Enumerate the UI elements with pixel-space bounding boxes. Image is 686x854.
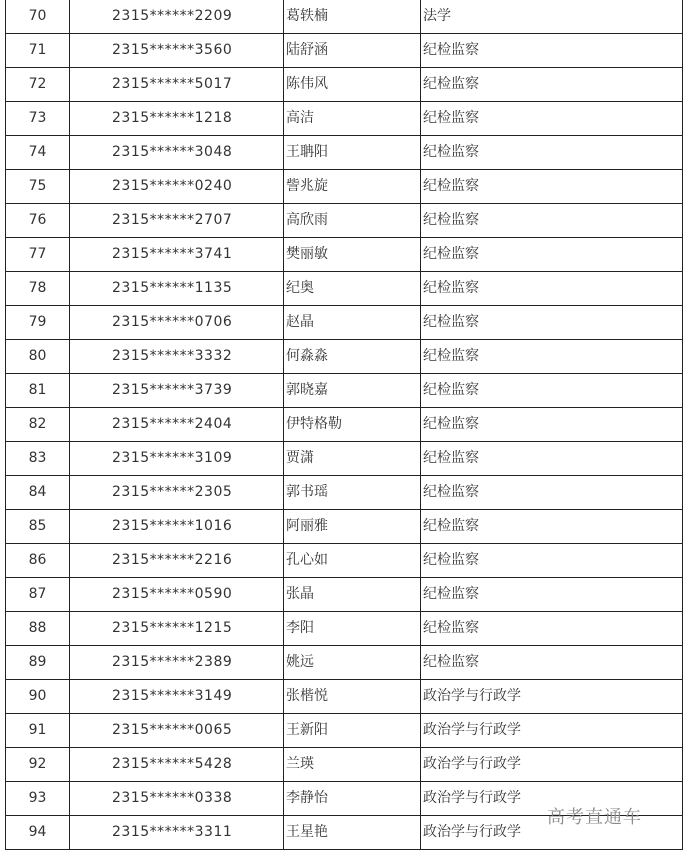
- row-number-cell: 78: [6, 272, 70, 306]
- row-number-cell: 79: [6, 306, 70, 340]
- table-row: [6, 68, 683, 102]
- table-row: [6, 646, 683, 680]
- major-cell: 纪检监察: [421, 476, 683, 510]
- exam-id-cell: 2315******0065: [70, 714, 284, 748]
- table-row: [6, 340, 683, 374]
- student-name-cell: 赵晶: [284, 306, 421, 340]
- table-row: [6, 238, 683, 272]
- table-row: [6, 0, 683, 34]
- student-name-cell: 陈伟风: [284, 68, 421, 102]
- row-number-cell: 92: [6, 748, 70, 782]
- major-cell: 纪检监察: [421, 170, 683, 204]
- row-number-cell: 89: [6, 646, 70, 680]
- exam-id-cell: 2315******1135: [70, 272, 284, 306]
- row-number-cell: 83: [6, 442, 70, 476]
- table-row: [6, 442, 683, 476]
- student-name-cell: 葛轶楠: [284, 0, 421, 34]
- exam-id-cell: 2315******3311: [70, 816, 284, 850]
- row-number-cell: 80: [6, 340, 70, 374]
- major-cell: 纪检监察: [421, 136, 683, 170]
- exam-id-cell: 2315******1215: [70, 612, 284, 646]
- major-cell: 纪检监察: [421, 646, 683, 680]
- student-name-cell: 伊特格勒: [284, 408, 421, 442]
- major-cell: 纪检监察: [421, 544, 683, 578]
- exam-id-cell: 2315******2389: [70, 646, 284, 680]
- student-name-cell: 高洁: [284, 102, 421, 136]
- exam-id-cell: 2315******3109: [70, 442, 284, 476]
- exam-id-cell: 2315******1016: [70, 510, 284, 544]
- row-number-cell: 91: [6, 714, 70, 748]
- table-row: [6, 136, 683, 170]
- major-cell: 政治学与行政学: [421, 748, 683, 782]
- student-name-cell: 訾兆旋: [284, 170, 421, 204]
- major-cell: 政治学与行政学: [421, 782, 683, 816]
- row-number-cell: 85: [6, 510, 70, 544]
- table-row: [6, 34, 683, 68]
- row-number-cell: 93: [6, 782, 70, 816]
- admission-roster-table: [5, 0, 683, 850]
- exam-id-cell: 2315******3741: [70, 238, 284, 272]
- table-row: [6, 578, 683, 612]
- student-name-cell: 王星艳: [284, 816, 421, 850]
- major-cell: 纪检监察: [421, 578, 683, 612]
- row-number-cell: 75: [6, 170, 70, 204]
- exam-id-cell: 2315******3149: [70, 680, 284, 714]
- row-number-cell: 94: [6, 816, 70, 850]
- student-name-cell: 何淼淼: [284, 340, 421, 374]
- major-cell: 纪检监察: [421, 340, 683, 374]
- table-row: [6, 476, 683, 510]
- major-cell: 纪检监察: [421, 510, 683, 544]
- major-cell: 纪检监察: [421, 204, 683, 238]
- exam-id-cell: 2315******3048: [70, 136, 284, 170]
- student-name-cell: 张楷悦: [284, 680, 421, 714]
- table-row: [6, 374, 683, 408]
- row-number-cell: 84: [6, 476, 70, 510]
- row-number-cell: 73: [6, 102, 70, 136]
- student-name-cell: 李静怡: [284, 782, 421, 816]
- exam-id-cell: 2315******1218: [70, 102, 284, 136]
- student-name-cell: 郭书瑶: [284, 476, 421, 510]
- student-name-cell: 李阳: [284, 612, 421, 646]
- row-number-cell: 90: [6, 680, 70, 714]
- row-number-cell: 72: [6, 68, 70, 102]
- exam-id-cell: 2315******5017: [70, 68, 284, 102]
- major-cell: 政治学与行政学: [421, 714, 683, 748]
- table-row: [6, 306, 683, 340]
- exam-id-cell: 2315******0706: [70, 306, 284, 340]
- row-number-cell: 71: [6, 34, 70, 68]
- exam-id-cell: 2315******2209: [70, 0, 284, 34]
- student-name-cell: 王新阳: [284, 714, 421, 748]
- table-row: [6, 204, 683, 238]
- row-number-cell: 77: [6, 238, 70, 272]
- student-name-cell: 樊丽敏: [284, 238, 421, 272]
- student-name-cell: 孔心如: [284, 544, 421, 578]
- table-row: [6, 544, 683, 578]
- exam-id-cell: 2315******0338: [70, 782, 284, 816]
- roster-body: [6, 0, 683, 850]
- major-cell: 纪检监察: [421, 374, 683, 408]
- table-row: [6, 170, 683, 204]
- watermark-text: 高考直通车: [547, 807, 642, 828]
- exam-id-cell: 2315******2404: [70, 408, 284, 442]
- major-cell: 纪检监察: [421, 612, 683, 646]
- student-name-cell: 郭晓嘉: [284, 374, 421, 408]
- major-cell: 纪检监察: [421, 68, 683, 102]
- major-cell: 纪检监察: [421, 238, 683, 272]
- major-cell: 纪检监察: [421, 408, 683, 442]
- major-cell: 法学: [421, 0, 683, 34]
- table-row: [6, 714, 683, 748]
- student-name-cell: 阿丽雅: [284, 510, 421, 544]
- student-name-cell: 兰瑛: [284, 748, 421, 782]
- table-row: [6, 408, 683, 442]
- major-cell: 政治学与行政学: [421, 816, 683, 850]
- exam-id-cell: 2315******2305: [70, 476, 284, 510]
- major-cell: 政治学与行政学: [421, 680, 683, 714]
- student-name-cell: 姚远: [284, 646, 421, 680]
- exam-id-cell: 2315******2707: [70, 204, 284, 238]
- major-cell: 纪检监察: [421, 272, 683, 306]
- exam-id-cell: 2315******5428: [70, 748, 284, 782]
- major-cell: 纪检监察: [421, 34, 683, 68]
- major-cell: 纪检监察: [421, 306, 683, 340]
- exam-id-cell: 2315******3739: [70, 374, 284, 408]
- exam-id-cell: 2315******2216: [70, 544, 284, 578]
- row-number-cell: 82: [6, 408, 70, 442]
- student-name-cell: 王聃阳: [284, 136, 421, 170]
- student-name-cell: 张晶: [284, 578, 421, 612]
- row-number-cell: 70: [6, 0, 70, 34]
- exam-id-cell: 2315******0590: [70, 578, 284, 612]
- table-row: [6, 272, 683, 306]
- student-name-cell: 贾潇: [284, 442, 421, 476]
- row-number-cell: 87: [6, 578, 70, 612]
- table-row: [6, 680, 683, 714]
- row-number-cell: 88: [6, 612, 70, 646]
- row-number-cell: 81: [6, 374, 70, 408]
- exam-id-cell: 2315******0240: [70, 170, 284, 204]
- student-name-cell: 纪奥: [284, 272, 421, 306]
- exam-id-cell: 2315******3332: [70, 340, 284, 374]
- row-number-cell: 74: [6, 136, 70, 170]
- student-name-cell: 高欣雨: [284, 204, 421, 238]
- major-cell: 纪检监察: [421, 442, 683, 476]
- table-row: [6, 510, 683, 544]
- major-cell: 纪检监察: [421, 102, 683, 136]
- table-row: [6, 102, 683, 136]
- row-number-cell: 76: [6, 204, 70, 238]
- exam-id-cell: 2315******3560: [70, 34, 284, 68]
- student-name-cell: 陆舒涵: [284, 34, 421, 68]
- row-number-cell: 86: [6, 544, 70, 578]
- table-row: [6, 612, 683, 646]
- table-row: [6, 748, 683, 782]
